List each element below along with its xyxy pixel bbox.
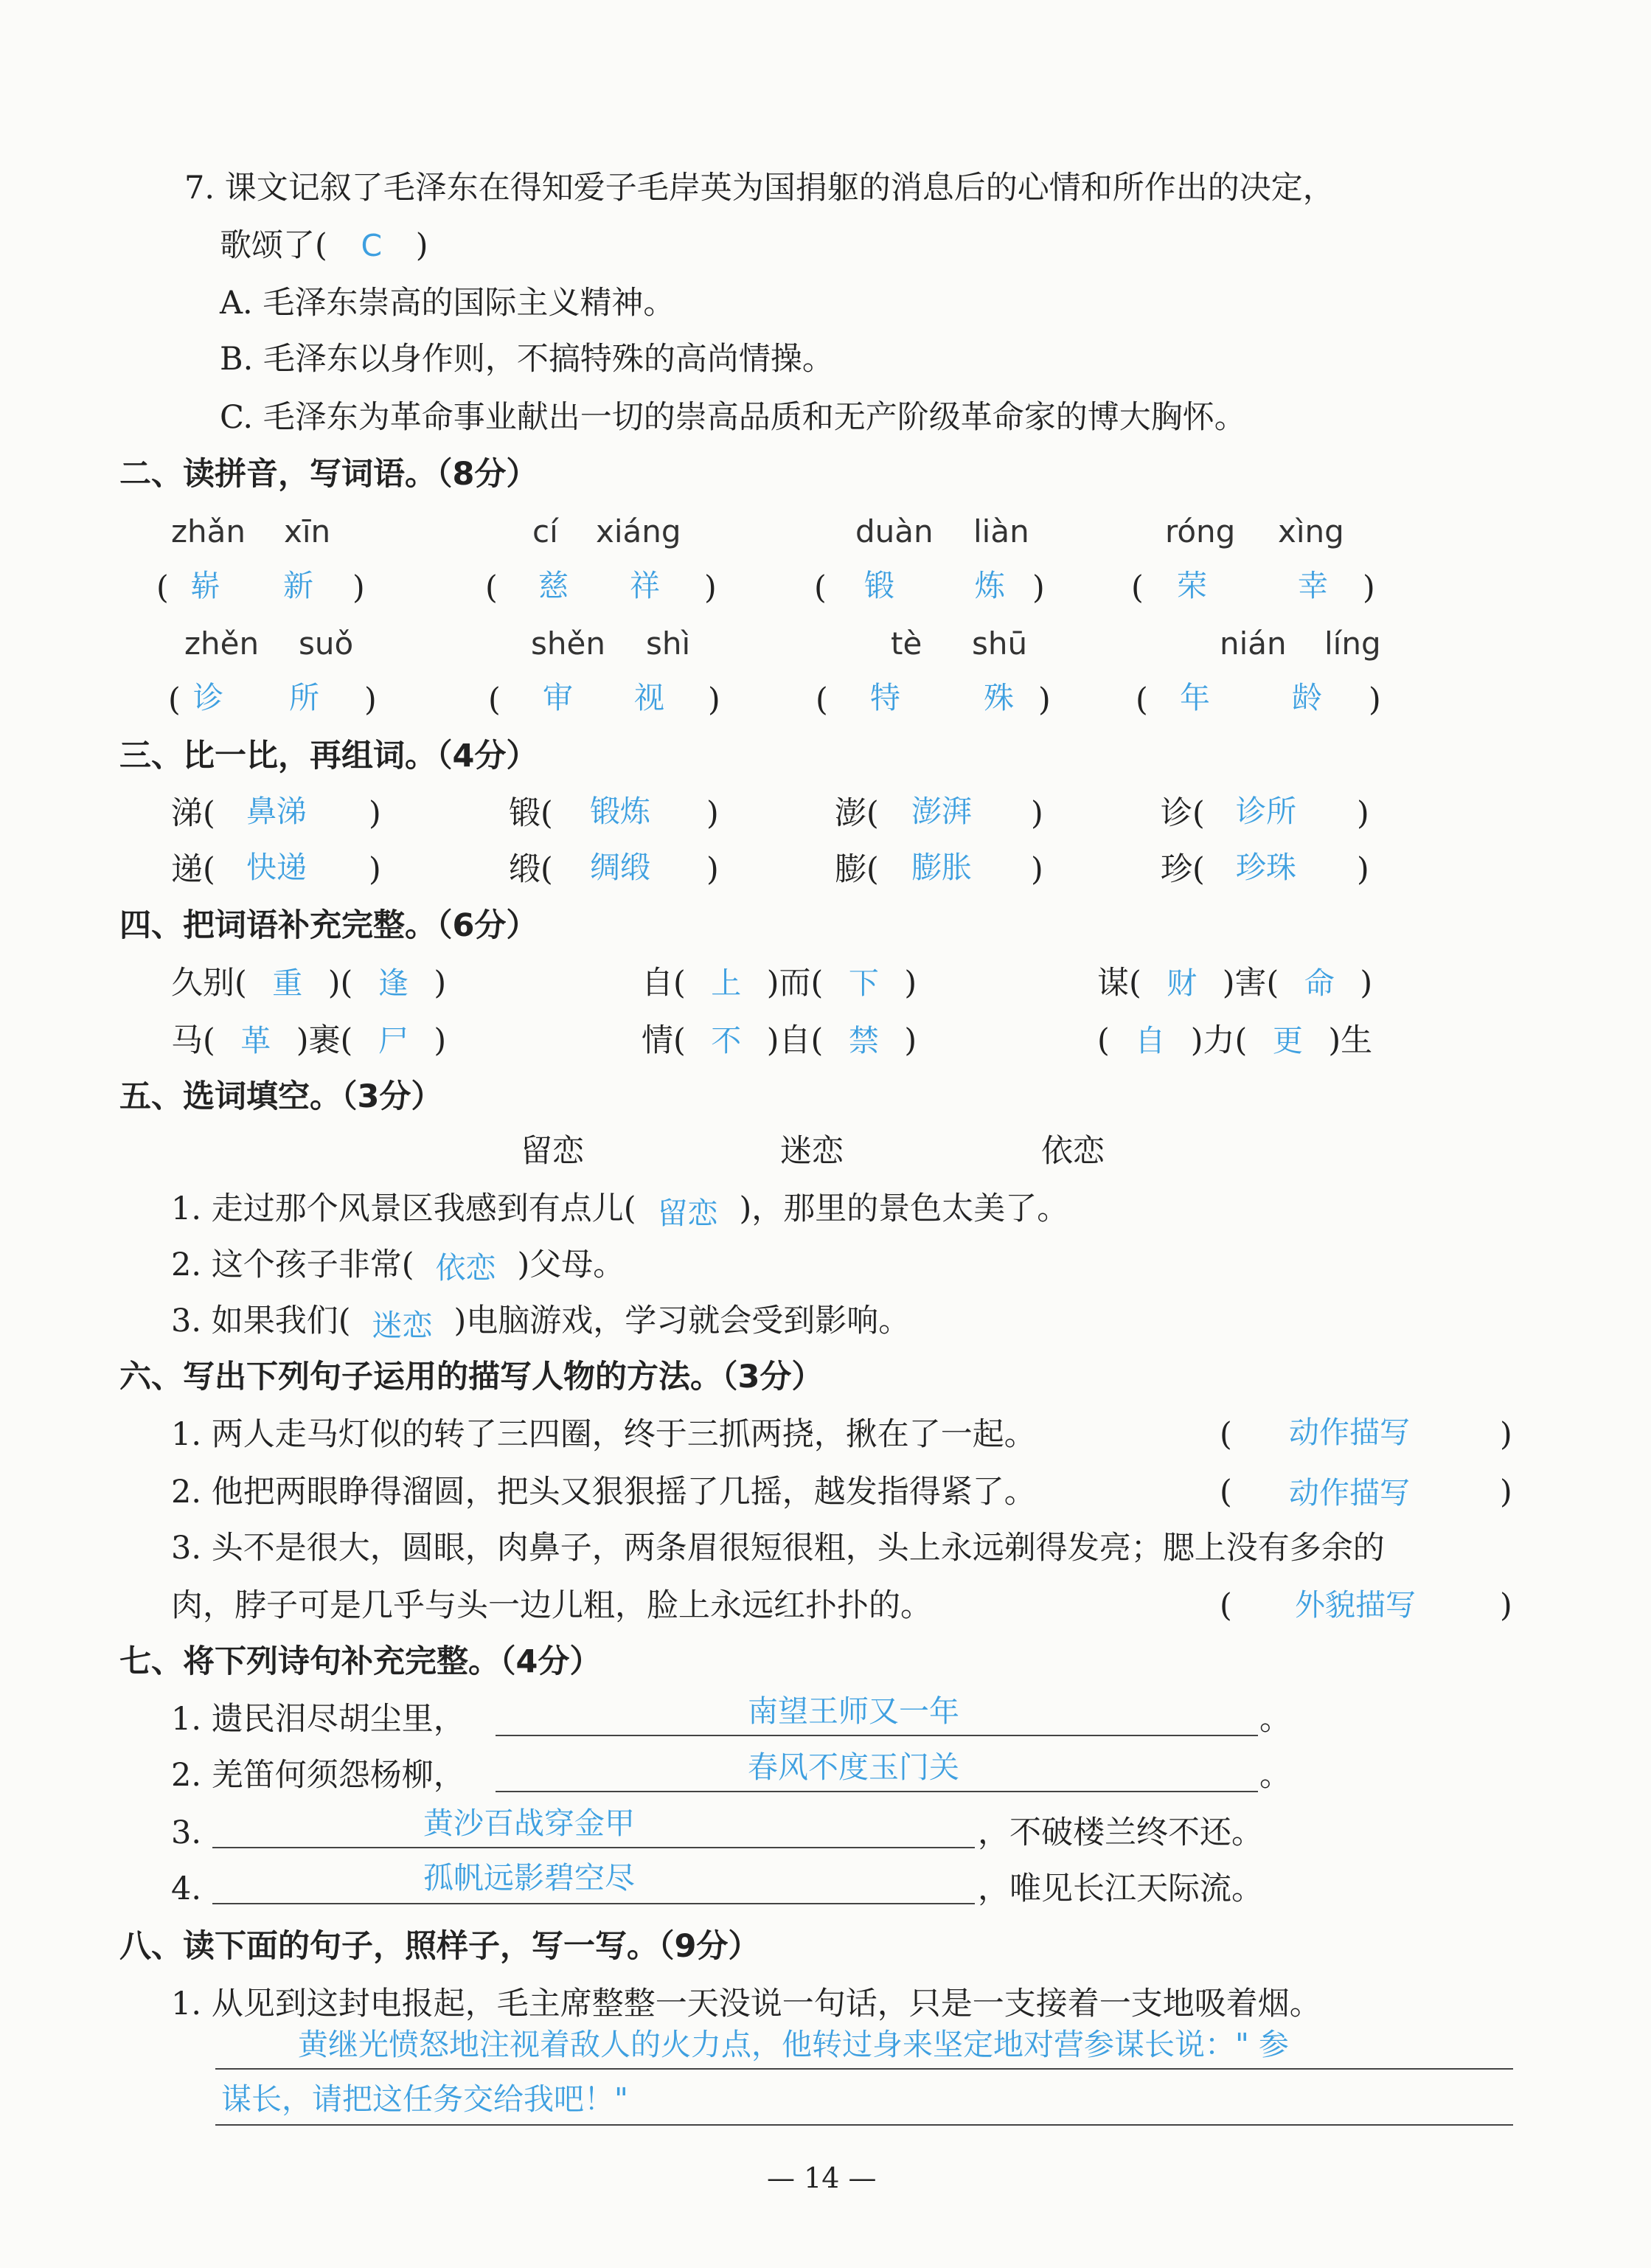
compare-answer[interactable]: 澎湃 <box>911 794 972 829</box>
idiom-text: )( <box>327 965 353 1002</box>
answer-char[interactable]: 所 <box>289 680 319 715</box>
pinyin: cí <box>532 513 558 549</box>
fill-text: )，那里的景色太美了。 <box>739 1190 1069 1227</box>
describe-answer-2[interactable]: 动作描写 <box>1289 1475 1410 1511</box>
pinyin: suǒ <box>299 625 354 662</box>
describe-answer-1[interactable]: 动作描写 <box>1289 1415 1410 1450</box>
paren: ) <box>706 851 719 888</box>
idiom-f <box>1097 1022 1373 1059</box>
idiom-text: )力( <box>1190 1022 1248 1059</box>
fill-answer[interactable]: 依恋 <box>435 1250 496 1286</box>
q7-option-c: C. 毛泽东为革命事业献出一切的崇高品质和无产阶级革命家的博大胸怀。 <box>220 399 1246 436</box>
section-2-title: 二、读拼音，写词语。（8分） <box>119 456 538 493</box>
answer-char[interactable]: 幸 <box>1298 568 1328 603</box>
page-number: — 14 — <box>767 2162 877 2194</box>
answer-char[interactable]: 殊 <box>984 680 1014 715</box>
fill-item-3 <box>171 1303 911 1343</box>
poem-2-answer[interactable]: 春风不度玉门关 <box>748 1749 959 1785</box>
answer-char[interactable]: 视 <box>634 680 664 715</box>
paren: ) <box>1031 795 1043 832</box>
idiom-answer[interactable]: 尸 <box>378 1023 409 1058</box>
describe-item-1: 1. 两人走马灯似的转了三四圈，终于三抓两挠，揪在了一起。 <box>171 1416 1036 1453</box>
paren: ) <box>1500 1474 1512 1511</box>
pinyin: tè <box>891 625 922 662</box>
section-4-title: 四、把词语补充完整。（6分） <box>119 907 538 944</box>
paren: ( <box>488 682 501 718</box>
pinyin: shěn <box>531 625 605 662</box>
pinyin: xīn <box>284 513 331 549</box>
answer-char[interactable]: 锻 <box>864 568 894 603</box>
poem-4-suffix: ，唯见长江天际流。 <box>978 1870 1263 1907</box>
answer-char[interactable]: 崭 <box>190 568 220 603</box>
compare-answer[interactable]: 鼻涕 <box>246 794 307 829</box>
q7-stem: 7. 课文记叙了毛泽东在得知爱子毛岸英为国捐躯的消息后的心情和所作出的决定， <box>184 170 1335 207</box>
idiom-text: ( <box>1097 1022 1110 1059</box>
pinyin: duàn <box>855 513 934 549</box>
q7-answer[interactable]: C <box>361 228 383 263</box>
idiom-text: ) <box>434 965 447 1002</box>
pinyin: liàn <box>973 513 1029 549</box>
paren: ) <box>352 569 365 606</box>
paren: ) <box>708 682 720 718</box>
idiom-a <box>171 965 447 1002</box>
paren: ) <box>369 795 381 832</box>
paren: ) <box>1038 682 1051 718</box>
idiom-text: ) <box>1360 965 1373 1002</box>
poem-3-blank <box>212 1847 975 1848</box>
idiom-text: )裹( <box>296 1022 353 1059</box>
paren: ) <box>1031 851 1043 888</box>
pinyin: xìng <box>1278 513 1344 549</box>
compare-char: 珍( <box>1161 851 1205 888</box>
idiom-text: ) <box>904 965 917 1002</box>
describe-item-2: 2. 他把两眼睁得溜圆，把头又狠狠摇了几摇，越发指得紧了。 <box>171 1474 1036 1511</box>
answer-char[interactable]: 审 <box>543 680 573 715</box>
idiom-answer[interactable]: 逢 <box>378 965 409 1001</box>
idiom-text: )而( <box>766 965 824 1002</box>
fill-item-2 <box>171 1246 625 1286</box>
idiom-answer[interactable]: 不 <box>711 1023 742 1058</box>
poem-1-blank <box>496 1735 1258 1736</box>
paren: ) <box>704 569 717 606</box>
idiom-answer[interactable]: 重 <box>272 965 303 1001</box>
paren: ) <box>364 682 377 718</box>
idiom-answer[interactable]: 财 <box>1167 965 1198 1001</box>
q7-prefix: 歌颂了( <box>220 227 327 264</box>
fill-text: 3. 如果我们( <box>171 1303 351 1339</box>
compare-answer[interactable]: 珍珠 <box>1236 850 1296 885</box>
compare-answer[interactable]: 膨胀 <box>911 850 972 885</box>
section-6-title: 六、写出下列句子运用的描写人物的方法。（3分） <box>119 1359 824 1395</box>
paren: ( <box>1131 569 1144 606</box>
idiom-text: 自( <box>642 965 686 1002</box>
idiom-answer[interactable]: 上 <box>711 965 742 1001</box>
fill-answer[interactable]: 留恋 <box>657 1196 718 1231</box>
idiom-answer[interactable]: 下 <box>848 965 879 1001</box>
compare-answer[interactable]: 诊所 <box>1236 794 1296 829</box>
section-7-title: 七、将下列诗句补充完整。（4分） <box>119 1643 602 1680</box>
idiom-text: 情( <box>642 1022 686 1059</box>
fill-text: )父母。 <box>517 1246 625 1283</box>
poem-4-blank <box>212 1903 975 1904</box>
section-8-title: 八、读下面的句子，照样子，写一写。（9分） <box>119 1928 760 1965</box>
q7-option-a: A. 毛泽东崇高的国际主义精神。 <box>220 285 675 322</box>
imitate-item-1: 1. 从见到这封电报起，毛主席整整一天没说一句话，只是一支接着一支地吸着烟。 <box>171 1986 1321 2022</box>
compare-char: 锻( <box>509 795 553 832</box>
paren: ( <box>1220 1416 1232 1453</box>
idiom-text: 谋( <box>1097 965 1141 1002</box>
paren: ) <box>1369 682 1381 718</box>
paren: ) <box>1357 851 1369 888</box>
compare-answer[interactable]: 锻炼 <box>590 794 650 829</box>
idiom-answer[interactable]: 禁 <box>848 1023 879 1058</box>
paren: ( <box>168 682 181 718</box>
poem-1-prefix: 1. 遗民泪尽胡尘里， <box>171 1701 465 1738</box>
answer-line <box>215 2124 1513 2126</box>
poem-2-blank <box>496 1791 1258 1792</box>
compare-char: 澎( <box>835 795 879 832</box>
imitate-answer-line-1[interactable]: 黄继光愤怒地注视着敌人的火力点，他转过身来坚定地对营参谋长说：" 参 <box>298 2027 1289 2062</box>
idiom-d <box>171 1022 447 1059</box>
poem-2-suffix: 。 <box>1259 1757 1291 1794</box>
paren: ) <box>1363 569 1375 606</box>
paren: ) <box>706 795 719 832</box>
answer-char[interactable]: 龄 <box>1292 680 1322 715</box>
section-5-title: 五、选词填空。（3分） <box>119 1078 443 1115</box>
answer-char[interactable]: 新 <box>283 568 313 603</box>
compare-char: 缎( <box>509 851 553 888</box>
fill-text: )电脑游戏，学习就会受到影响。 <box>453 1303 911 1339</box>
paren: ) <box>1032 569 1045 606</box>
answer-char[interactable]: 炼 <box>975 568 1005 603</box>
q7-option-b: B. 毛泽东以身作则，不搞特殊的高尚情操。 <box>220 341 834 378</box>
compare-answer[interactable]: 绸缎 <box>590 850 650 885</box>
poem-1-suffix: 。 <box>1259 1701 1291 1738</box>
idiom-text: )害( <box>1222 965 1279 1002</box>
paren: ( <box>1220 1474 1232 1511</box>
word-choice: 依恋 <box>1041 1133 1105 1170</box>
poem-3-answer[interactable]: 黄沙百战穿金甲 <box>423 1806 635 1841</box>
describe-item-3-cont: 肉，脖子可是几乎与头一边儿粗，脸上永远红扑扑的。 <box>171 1587 932 1624</box>
answer-char[interactable]: 祥 <box>630 568 660 603</box>
fill-text: 2. 这个孩子非常( <box>171 1246 414 1283</box>
pinyin: zhěn <box>184 625 260 662</box>
pinyin: xiáng <box>596 513 681 549</box>
poem-4-answer[interactable]: 孤帆远影碧空尽 <box>423 1860 635 1896</box>
paren: ( <box>485 569 498 606</box>
paren: ) <box>369 851 381 888</box>
idiom-e <box>642 1022 917 1059</box>
idiom-text: )生 <box>1328 1022 1373 1059</box>
answer-char[interactable]: 荣 <box>1177 568 1207 603</box>
idiom-text: ) <box>904 1022 917 1059</box>
fill-answer[interactable]: 迷恋 <box>372 1308 433 1343</box>
paren: ( <box>814 569 827 606</box>
fill-item-1 <box>171 1190 1069 1231</box>
idiom-text: ) <box>434 1022 447 1059</box>
idiom-answer[interactable]: 命 <box>1304 965 1335 1001</box>
q7-suffix: ) <box>415 227 428 264</box>
answer-char[interactable]: 诊 <box>193 680 223 715</box>
pinyin: nián <box>1220 625 1287 662</box>
idiom-text: 马( <box>171 1022 215 1059</box>
imitate-answer-line-2[interactable]: 谋长，请把这任务交给我吧！" <box>221 2081 628 2117</box>
paren: ) <box>1357 795 1369 832</box>
idiom-text: )自( <box>766 1022 824 1059</box>
compare-char: 诊( <box>1161 795 1205 832</box>
pinyin: líng <box>1324 625 1381 662</box>
idiom-answer[interactable]: 自 <box>1135 1023 1166 1058</box>
word-choice: 迷恋 <box>780 1133 844 1170</box>
poem-2-prefix: 2. 羌笛何须怨杨柳， <box>171 1757 465 1794</box>
poem-3-suffix: ，不破楼兰终不还。 <box>978 1814 1263 1851</box>
pinyin: zhǎn <box>171 513 246 549</box>
paren: ) <box>1500 1587 1512 1624</box>
compare-char: 递( <box>171 851 215 888</box>
pinyin: shū <box>972 625 1028 662</box>
paren: ( <box>1220 1587 1232 1624</box>
answer-char[interactable]: 慈 <box>538 568 569 603</box>
idiom-c <box>1097 965 1373 1002</box>
poem-3-prefix: 3. <box>171 1814 202 1851</box>
idiom-text: 久别( <box>171 965 247 1002</box>
poem-4-prefix: 4. <box>171 1870 202 1907</box>
compare-answer[interactable]: 快递 <box>246 850 307 885</box>
pinyin: róng <box>1165 513 1236 549</box>
pinyin: shì <box>646 625 691 662</box>
paren: ( <box>1136 682 1148 718</box>
idiom-answer[interactable]: 革 <box>240 1023 271 1058</box>
answer-char[interactable]: 特 <box>870 680 900 715</box>
paren: ( <box>816 682 828 718</box>
idiom-b <box>642 965 917 1002</box>
describe-item-3: 3. 头不是很大，圆眼，肉鼻子，两条眉很短很粗，头上永远剃得发亮；腮上没有多余的 <box>171 1530 1385 1567</box>
compare-char: 涕( <box>171 795 215 832</box>
answer-char[interactable]: 年 <box>1180 680 1210 715</box>
fill-text: 1. 走过那个风景区我感到有点儿( <box>171 1190 636 1227</box>
idiom-answer[interactable]: 更 <box>1272 1023 1303 1058</box>
describe-answer-3[interactable]: 外貌描写 <box>1295 1587 1416 1623</box>
poem-1-answer[interactable]: 南望王师又一年 <box>748 1693 959 1729</box>
paren: ( <box>156 569 169 606</box>
compare-char: 膨( <box>835 851 879 888</box>
word-choice: 留恋 <box>521 1133 584 1170</box>
paren: ) <box>1500 1416 1512 1453</box>
section-3-title: 三、比一比，再组词。（4分） <box>119 738 538 774</box>
q7-stem-line2 <box>220 227 428 264</box>
answer-line <box>215 2068 1513 2070</box>
